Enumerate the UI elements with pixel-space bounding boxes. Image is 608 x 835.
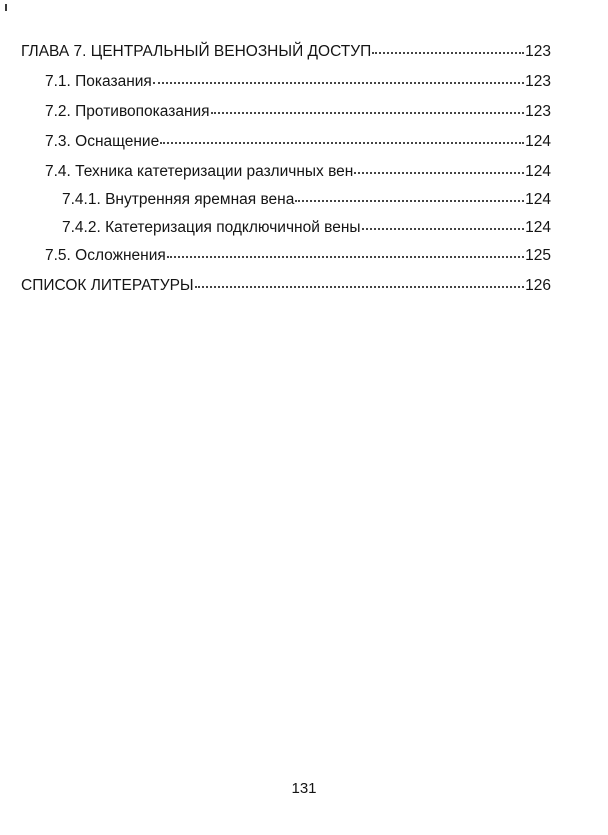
- toc-entry-page: 123: [525, 103, 551, 120]
- toc-entry-7-4-2[interactable]: [62, 218, 551, 238]
- dot-leader: [167, 255, 524, 258]
- dot-leader: [295, 199, 524, 202]
- toc-entry-title: ГЛАВА 7. ЦЕНТРАЛЬНЫЙ ВЕНОЗНЫЙ ДОСТУП: [21, 43, 372, 60]
- toc-entry-chapter-7[interactable]: [21, 42, 551, 62]
- toc-entry-page: 124: [525, 163, 551, 180]
- toc-entry-title: 7.3. Оснащение: [45, 133, 160, 150]
- toc-entry-7-2[interactable]: [45, 102, 551, 122]
- toc-entry-page: 126: [525, 277, 551, 294]
- toc-entry-page: 123: [525, 43, 551, 60]
- dot-leader: [195, 285, 524, 288]
- toc-entry-title: 7.5. Осложнения: [45, 247, 166, 264]
- dot-leader: [160, 141, 524, 144]
- page-number: 131: [291, 780, 317, 797]
- toc-entry-title: 7.1. Показания: [45, 73, 152, 90]
- toc-entry-page: 125: [525, 247, 551, 264]
- dot-leader: [153, 81, 524, 84]
- toc-entry-title: 7.4. Техника катетеризации различных вен: [45, 163, 354, 180]
- dot-leader: [211, 111, 525, 114]
- dot-leader: [362, 227, 525, 230]
- dot-leader: [354, 171, 524, 174]
- toc-entry-title: 7.2. Противопоказания: [45, 103, 210, 120]
- toc-entry-page: 124: [525, 191, 551, 208]
- toc-entry-7-4[interactable]: [45, 162, 551, 182]
- dot-leader: [372, 51, 524, 54]
- toc-entry-title: СПИСОК ЛИТЕРАТУРЫ: [21, 277, 194, 294]
- toc-entry-7-1[interactable]: [45, 72, 551, 92]
- toc-entry-7-5[interactable]: [45, 246, 551, 266]
- toc-entry-page: 124: [525, 219, 551, 236]
- toc-entry-title: 7.4.2. Катетеризация подключичной вены: [62, 219, 361, 236]
- scan-corner-mark: [5, 4, 7, 11]
- toc-entry-bibliography[interactable]: [21, 276, 551, 296]
- toc-entry-page: 123: [525, 73, 551, 90]
- toc-entry-7-4-1[interactable]: [62, 190, 551, 210]
- toc-entry-7-3[interactable]: [45, 132, 551, 152]
- toc-entry-title: 7.4.1. Внутренняя яремная вена: [62, 191, 295, 208]
- toc-entry-page: 124: [525, 133, 551, 150]
